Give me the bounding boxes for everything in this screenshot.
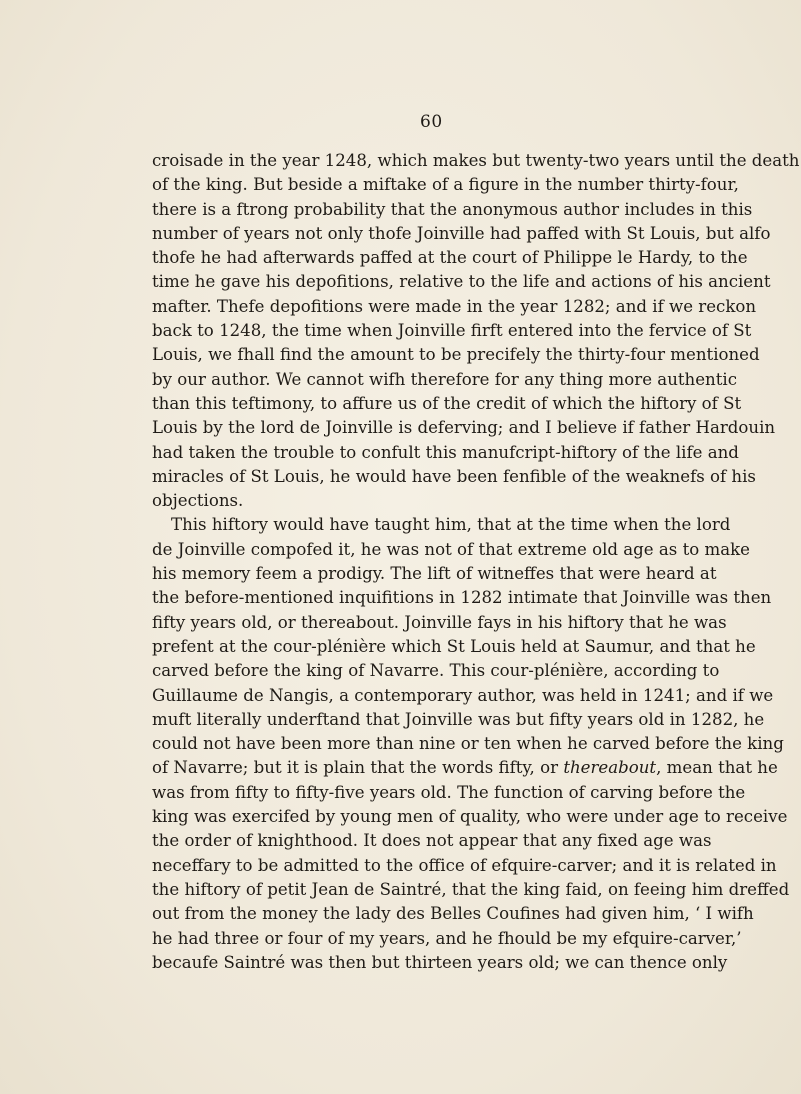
text-line: the hiftory of petit Jean de Saintré, that the king faid, on feeing him dreffed: [152, 879, 790, 899]
text-line: de Joinville compofed it, he was not of that extreme old age as to make: [152, 539, 750, 559]
paragraph-1: [152, 149, 800, 513]
text-line: the order of knighthood. It does not appear that any fixed age was: [152, 831, 712, 851]
text-line: Louis, we fhall find the amount to be precifely the thirty-four mentioned: [152, 345, 760, 365]
text-line: his memory feem a prodigy. The lift of witneffes that were heard at: [152, 564, 717, 584]
text-line: croisade in the year 1248, which makes but twenty-two years until the death: [152, 151, 800, 170]
text-line: becaufe Saintré was then but thirteen years old; we can thence only: [152, 952, 728, 972]
text-line: neceffary to be admitted to the office of efquire-carver; and it is related in: [152, 855, 777, 875]
italic-word: thereabout: [563, 758, 657, 778]
text-line: carved before the king of Navarre. This cour-plénière, according to: [152, 661, 720, 681]
paragraph-2: [152, 513, 790, 975]
text-line: out from the money the lady des Belles Coufines had given him, ‘ I wifh: [152, 904, 754, 924]
text-line: fifty years old, or thereabout. Joinville fays in his hiftory that he was: [152, 612, 727, 632]
text-line: was from fifty to fifty-five years old. The function of carving before the: [152, 782, 746, 802]
text-line: [152, 756, 778, 780]
text-line: the before-mentioned inquifitions in 1282 intimate that Joinville was then: [152, 588, 772, 608]
text-line: muft literally underftand that Joinville was but fifty years old in 1282, he: [152, 709, 765, 729]
text-line: number of years not only thofe Joinville had paffed with St Louis, but alfo: [152, 223, 771, 243]
body-text: [152, 149, 800, 975]
text-line: Guillaume de Nangis, a contemporary author, was held in 1241; and if we: [152, 685, 774, 705]
text-line: of the king. But beside a miftake of a figure in the number thirty-four,: [152, 175, 739, 195]
text-line: Louis by the lord de Joinville is deferving; and I believe if father Hardouin: [152, 418, 776, 438]
page-number: 60: [420, 112, 443, 132]
text-line: king was exercifed by young men of quality, who were under age to receive: [152, 807, 788, 827]
text-line: had taken the trouble to confult this manufcript-hiftory of the life and: [152, 442, 739, 462]
text-line: mafter. Thefe depofitions were made in the year 1282; and if we reckon: [152, 296, 757, 316]
text-line: by our author. We cannot wifh therefore for any thing more authentic: [152, 369, 738, 389]
text-line: back to 1248, the time when Joinville firft entered into the fervice of St: [152, 321, 752, 341]
text-line: he had three or four of my years, and he fhould be my efquire-carver,’: [152, 928, 742, 948]
text-line: prefent at the cour-plénière which St Louis held at Saumur, and that he: [152, 636, 756, 656]
text-run: , mean that he: [656, 758, 778, 778]
text-line: This hiftory would have taught him, that at the time when the lord: [171, 515, 731, 535]
text-run: of Navarre; but it is plain that the words fifty, or: [152, 758, 564, 778]
text-line: than this teftimony, to affure us of the credit of which the hiftory of St: [152, 393, 742, 413]
text-line: time he gave his depofitions, relative to the life and actions of his ancient: [152, 272, 771, 292]
text-line: could not have been more than nine or ten when he carved before the king: [152, 734, 784, 754]
text-line: miracles of St Louis, he would have been fenfible of the weaknefs of his: [152, 466, 756, 486]
text-line: there is a ftrong probability that the anonymous author includes in this: [152, 199, 753, 219]
text-line: objections.: [152, 491, 244, 511]
text-line: thofe he had afterwards paffed at the court of Philippe le Hardy, to the: [152, 248, 748, 268]
